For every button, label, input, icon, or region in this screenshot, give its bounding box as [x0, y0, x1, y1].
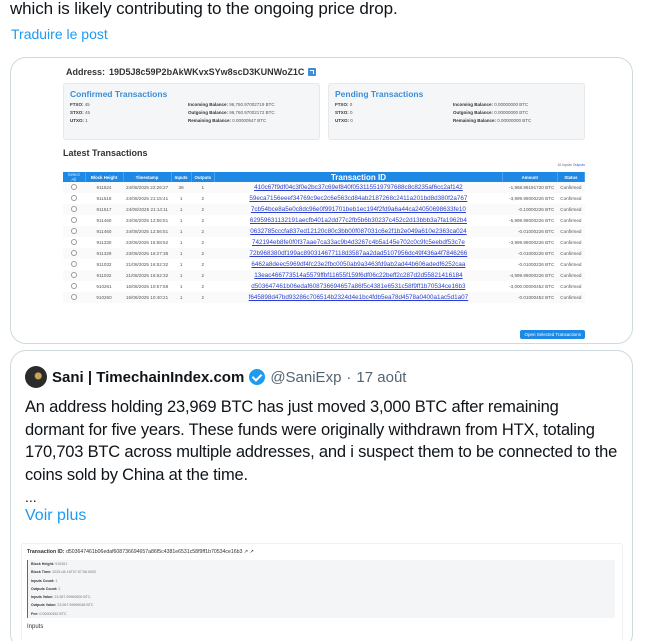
timestamp-cell: 24/08/2025 21:14:11 [123, 204, 171, 215]
status-cell: Confirmed [557, 204, 584, 215]
transactions-table [63, 172, 585, 303]
timestamp-cell: 23/08/2025 16:58:52 [123, 237, 171, 248]
block-height-cell: 910260 [85, 292, 123, 303]
status-cell: Confirmed [557, 259, 584, 270]
inputs-heading: Inputs [27, 624, 44, 630]
table-row [63, 270, 585, 281]
txid-cell [215, 193, 503, 204]
outputs-cell: 2 [191, 215, 214, 226]
col-inputs: Inputs [171, 172, 191, 182]
detail-row: Inputs Value: 23,967.99969500 BTC [27, 593, 615, 601]
status-cell: Confirmed [557, 248, 584, 259]
transaction-id-link: 6462a8deec5969df4fc23e2fbc0050ab9a3463fd9ab2ad44b606adedf6252caa [251, 261, 466, 268]
utxo-stat: UTXO: 1 [70, 118, 88, 123]
timestamp-cell: 23/08/2025 16:27:38 [123, 248, 171, 259]
pending-title: Pending Transactions [335, 89, 424, 99]
table-row [63, 226, 585, 237]
pending-transactions-panel [328, 83, 585, 140]
external-link-icon [308, 68, 316, 76]
inputs-cell: 1 [171, 226, 191, 237]
table-row [63, 259, 585, 270]
address-value: 19D5J8c59P2bAkWKvxSYw8scD3KUNWoZ1C [109, 67, 305, 77]
select-radio [63, 237, 85, 248]
inputs-cell: 1 [171, 281, 191, 292]
select-radio [71, 239, 77, 245]
amount-cell: -3,999.99000226 BTC [502, 193, 557, 204]
outgoing-balance: Outgoing Balance: 0.00000000 BTC [453, 110, 529, 115]
txid-cell [215, 182, 503, 193]
outputs-cell: 2 [191, 204, 214, 215]
outputs-cell: 2 [191, 237, 214, 248]
status-cell: Confirmed [557, 226, 584, 237]
inputs-cell: 1 [171, 259, 191, 270]
block-height-cell: 911330 [85, 237, 123, 248]
outgoing-balance: Outgoing Balance: 96,760.97002172 BTC [188, 110, 275, 115]
status-cell: Confirmed [557, 182, 584, 193]
select-radio [63, 226, 85, 237]
block-height-cell: 911032 [85, 270, 123, 281]
block-height-cell: 911032 [85, 259, 123, 270]
block-height-cell: 911517 [85, 204, 123, 215]
txid-cell [215, 237, 503, 248]
timestamp-cell: 16/08/2025 10:57:58 [123, 281, 171, 292]
inputs-cell: 1 [171, 248, 191, 259]
timestamp-cell: 24/08/2025 22:26:27 [123, 182, 171, 193]
txid-cell [215, 281, 503, 292]
status-cell: Confirmed [557, 215, 584, 226]
open-selected-transactions-button: Open Selected Transactions [520, 330, 585, 339]
table-header-row [63, 172, 585, 182]
amount-cell: -5,999.99000226 BTC [502, 215, 557, 226]
txid-cell [215, 248, 503, 259]
address-header [66, 67, 316, 77]
select-radio [63, 215, 85, 226]
incoming-balance: Incoming Balance: 96,760.97002719 BTC [188, 102, 275, 107]
table-row [63, 237, 585, 248]
transaction-id-link: 7cb54bce8a5e0c8dc96e0f991701beb1ec194f2fd9a6a44ca24050698633fe10 [250, 206, 466, 213]
inputs-cell: 1 [171, 292, 191, 303]
select-radio [63, 248, 85, 259]
status-cell: Confirmed [557, 193, 584, 204]
amount-cell: -3,999.99000226 BTC [502, 237, 557, 248]
timestamp-cell: 21/08/2025 16:52:32 [123, 270, 171, 281]
transaction-id-link: 410c67f9df04c3f0e2bc37c69ef840f053115519797688c8c8235af6cc2af142 [254, 184, 463, 191]
outputs-cell: 2 [191, 259, 214, 270]
select-radio [63, 259, 85, 270]
outputs-cell: 2 [191, 281, 214, 292]
select-radio [71, 217, 77, 223]
txid-cell [215, 270, 503, 281]
stxo-stat: STXO: 0 [335, 110, 353, 115]
remaining-balance: Remaining Balance: 0.00000547 BTC [188, 118, 267, 123]
select-radio [71, 294, 77, 300]
table-row [63, 215, 585, 226]
timestamp-cell: 24/08/2025 21:15:41 [123, 193, 171, 204]
tweet-media-image[interactable] [10, 57, 633, 344]
confirmed-title: Confirmed Transactions [70, 89, 168, 99]
amount-cell: -1,968.99191720 BTC [502, 182, 557, 193]
amount-cell: -0.10000226 BTC [502, 204, 557, 215]
inputs-cell: 1 [171, 270, 191, 281]
col-amount: Amount [502, 172, 557, 182]
author-name[interactable]: Sani | TimechainIndex.com [52, 368, 245, 386]
block-height-cell: 911524 [85, 182, 123, 193]
amount-cell: -0.01000226 BTC [502, 226, 557, 237]
timestamp-cell: 21/08/2025 16:52:32 [123, 259, 171, 270]
outputs-cell: 1 [191, 182, 214, 193]
remaining-balance: Remaining Balance: 0.00000000 BTC [453, 118, 532, 123]
table-row [63, 281, 585, 292]
transaction-detail-image[interactable] [21, 543, 623, 641]
quoted-tweet[interactable] [10, 350, 633, 641]
stxo-stat: STXO: 45 [70, 110, 91, 115]
select-radio [71, 272, 77, 278]
block-height-cell: 911460 [85, 226, 123, 237]
outputs-cell: 2 [191, 193, 214, 204]
tweet-text: which is likely contributing to the ongoing price drop. [10, 0, 398, 18]
separator: · [346, 368, 352, 386]
status-cell: Confirmed [557, 237, 584, 248]
incoming-balance: Incoming Balance: 0.00000000 BTC [453, 102, 529, 107]
author-handle[interactable]: @SaniExp [270, 368, 342, 386]
col-block-height: Block Height [85, 172, 123, 182]
select-radio [71, 250, 77, 256]
detail-row: Fee: 0.00000452 BTC [27, 610, 615, 618]
detail-row: Block Height: 910261 [27, 560, 615, 568]
block-height-cell: 910261 [85, 281, 123, 292]
detail-row: Outputs Count: 2 [27, 585, 615, 593]
txid-cell [215, 292, 503, 303]
transaction-detail-rows [27, 560, 615, 618]
select-radio [63, 270, 85, 281]
select-radio [71, 283, 77, 289]
status-cell: Confirmed [557, 270, 584, 281]
block-height-cell: 911329 [85, 248, 123, 259]
transaction-id-link: 13eac466773514a5579ffbf11655f159f6df06c22beff2c287d2d55821416184 [254, 272, 463, 279]
inputs-cell: 1 [171, 215, 191, 226]
inputs-cell: 36 [171, 182, 191, 193]
transaction-detail-title: Transaction ID: d503647461b06edaf608736694657a86f5c4381e6531c58f9ff1b70534ce16b3 ↗ ↗ [27, 549, 254, 555]
confirmed-transactions-panel [63, 83, 320, 140]
table-row [63, 182, 585, 193]
col-status: Status [557, 172, 584, 182]
select-radio [63, 281, 85, 292]
ftxo-stat: FTXO: 0 [335, 102, 353, 107]
select-radio [71, 184, 77, 190]
table-row [63, 193, 585, 204]
block-height-cell: 911460 [85, 215, 123, 226]
timestamp-cell: 24/08/2025 12:56:51 [123, 215, 171, 226]
detail-row: Inputs Count: 1 [27, 577, 615, 585]
transaction-id-link: 0632785cccfa837ed12120c80c3bb00f087031c6e2f1b2e049a610e2363ca024 [250, 228, 467, 235]
amount-cell: -0.01000226 BTC [502, 259, 557, 270]
outputs-cell: 2 [191, 248, 214, 259]
inputs-cell: 1 [171, 237, 191, 248]
amount-cell: -4,999.99000226 BTC [502, 270, 557, 281]
transaction-id-link: f645898d47bd93286c706514b2324d4e1bc4fdb5ea78d4578a0400a1ac5d1a07 [248, 294, 469, 301]
txid-cell [215, 215, 503, 226]
table-tools: 10 Inputs Outputs [557, 163, 585, 167]
transaction-id-link: d503647461b06edaf608736694657a86f5c4381e6531c58f9ff1b70534ce16b3 [251, 283, 466, 290]
amount-cell: -0.01000452 BTC [502, 292, 557, 303]
transaction-id-link: 72b968380df199ac890314677118d3587aa2dad5107956dc49f436a4f7846266 [249, 250, 468, 257]
transaction-id-link: 59eca7156eeef34769c9ec2c6e563cd84ab2187268c2411a201bd8d380f2a767 [249, 195, 468, 202]
timestamp-cell: 24/08/2025 12:56:51 [123, 226, 171, 237]
col-transaction-id: Transaction ID [215, 172, 503, 182]
select-radio [71, 261, 77, 267]
latest-transactions-title: Latest Transactions [63, 148, 148, 158]
inputs-cell: 1 [171, 204, 191, 215]
col-timestamp: Timestamp [123, 172, 171, 182]
utxo-stat: UTXO: 0 [335, 118, 353, 123]
transaction-id-link: 742194eb8fe0f0f37aae7ca33ac9b4d3267c4b5a145e702c0c9fc5eebdf53c7e [251, 239, 465, 246]
table-row [63, 204, 585, 215]
outputs-cell: 2 [191, 292, 214, 303]
quoted-tweet-header [25, 366, 406, 388]
amount-cell: -3,000.00000452 BTC [502, 281, 557, 292]
amount-cell: -0.01000226 BTC [502, 248, 557, 259]
select-radio [71, 228, 77, 234]
status-cell: Confirmed [557, 292, 584, 303]
avatar[interactable] [25, 366, 47, 388]
detail-row: Outputs Value: 23,967.99969048 BTC [27, 601, 615, 609]
col-select-all: Select All [63, 172, 85, 182]
txid-cell [215, 204, 503, 215]
tweet-date[interactable]: 17 août [356, 368, 407, 386]
translate-post-link[interactable]: Traduire le post [11, 26, 108, 42]
select-radio [63, 193, 85, 204]
select-radio [63, 292, 85, 303]
outputs-cell: 2 [191, 226, 214, 237]
quoted-tweet-text: An address holding 23,969 BTC has just moved 3,000 BTC after remaining dormant for five years. These funds were originally withdrawn from HTX, totaling 170,703 BTC across multiple addresses, and i suspect them to be connected to the coins sold by China at the time. [25, 398, 618, 484]
timestamp-cell: 16/08/2025 10:40:21 [123, 292, 171, 303]
explorer-screenshot [56, 64, 593, 344]
col-outputs: Outputs [191, 172, 214, 182]
txid-cell [215, 226, 503, 237]
transaction-id-link: 62959631132191aecfb401a2dd77c2fb5b6b30237c452c2d13bbb3a7fa1962b4 [249, 217, 467, 224]
ellipsis: ... [25, 489, 37, 505]
address-label: Address: [66, 67, 106, 77]
txid-cell [215, 259, 503, 270]
select-radio [71, 195, 77, 201]
ftxo-stat: FTXO: 45 [70, 102, 90, 107]
block-height-cell: 911518 [85, 193, 123, 204]
external-link-icon: ↗ ↗ [243, 549, 254, 555]
detail-row: Block Time: 2025-08-16T07:57:58.000Z [27, 568, 615, 576]
select-radio [63, 182, 85, 193]
inputs-cell: 1 [171, 193, 191, 204]
outputs-cell: 2 [191, 270, 214, 281]
verified-badge-icon [249, 369, 265, 385]
select-radio [71, 206, 77, 212]
see-more-link[interactable]: Voir plus [25, 507, 87, 524]
select-radio [63, 204, 85, 215]
table-row [63, 292, 585, 303]
table-row [63, 248, 585, 259]
status-cell: Confirmed [557, 281, 584, 292]
